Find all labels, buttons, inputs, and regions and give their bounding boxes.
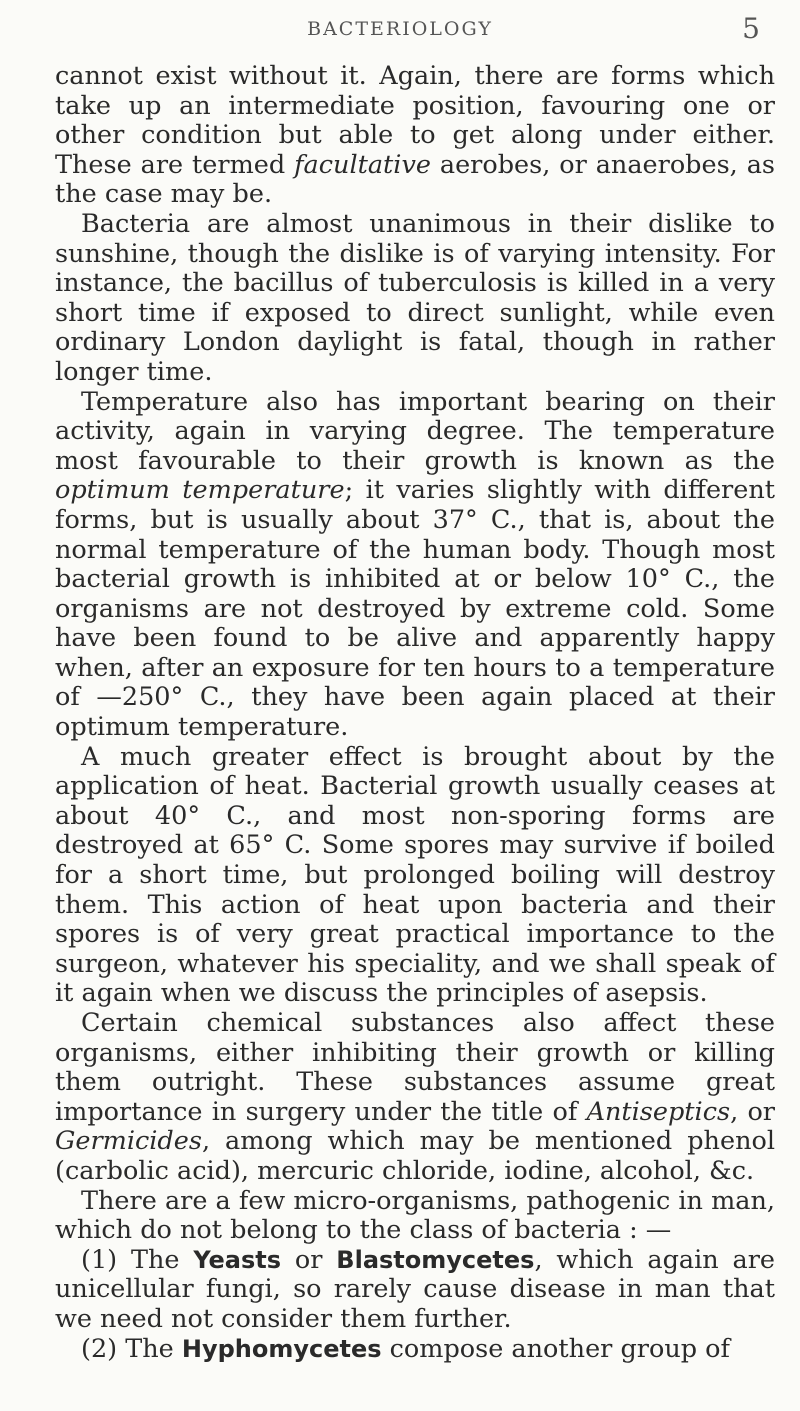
text-run: Certain chemical substances also affect these organisms, either inhibiting their growth or killing them outright. These substances assume great importance in surgery under the title of — [55, 1008, 775, 1127]
running-title: BACTERIOLOGY — [307, 18, 493, 40]
paragraph-facultative — [55, 62, 775, 210]
running-header — [0, 12, 800, 52]
italic-term: Antiseptics — [586, 1096, 731, 1127]
text-run: There are a few micro-organisms, pathogenic in man, which do not belong to the class of bacteria : — — [55, 1185, 775, 1246]
text-run: or — [281, 1244, 337, 1275]
text-run: aerobes, or anaerobes, as the case may be. — [55, 149, 776, 210]
text-run: compose another group of — [381, 1333, 730, 1364]
paragraph-other-organisms — [55, 1187, 775, 1246]
text-run: cannot exist without it. Again, there are forms which take up an intermediate position, favouring one or other condition but able to get along under either. These are termed — [55, 61, 775, 180]
text-run: ; it varies slightly with different forms, but is usually about 37° C., that is, about the normal temperature of the human body. Though most bacterial growth is inhibited at or below 10° C., the organisms are not destroyed by extreme cold. Some have been found to be alive and apparently happy when, after an exposure for ten hours to a temperature of —250° C., they have been again placed at their optimum temperature. — [55, 475, 775, 743]
italic-term: facultative — [294, 149, 431, 180]
italic-term: Germicides — [55, 1126, 202, 1157]
text-run: , among which may be mentioned phenol (carbolic acid), mercuric chloride, iodine, alcohol, &c. — [55, 1126, 775, 1186]
text-run: (2) The — [81, 1333, 182, 1364]
text-run: Temperature also has important bearing on their activity, again in varying degree. The temperature most favourable to their growth is known as the — [55, 386, 775, 476]
text-run: A much greater effect is brought about by the application of heat. Bacterial growth usually ceases at about 40° C., and most non-sporing forms are destroyed at 65° C. Some spores may survive if boiled for a short time, but prolonged boiling will destroy them. This action of heat upon bacteria and their spores is of very great practical importance to the surgeon, whatever his speciality, and we shall speak of it again when we discuss the principles of asepsis. — [55, 741, 775, 1009]
paragraph-yeasts — [55, 1246, 775, 1335]
text-run: , which again are unicellular fungi, so rarely cause disease in man that we need not consider them further. — [55, 1244, 776, 1334]
paragraph-chemicals — [55, 1009, 775, 1187]
page-number: 5 — [742, 12, 760, 45]
text-run: Bacteria are almost unanimous in their dislike to sunshine, though the dislike is of varying intensity. For instance, the bacillus of tuberculosis is killed in a very short time if exposed to direct sunlight, while even ordinary London daylight is fatal, though in rather longer time. — [55, 208, 775, 387]
bold-term: Hyphomycetes — [181, 1334, 382, 1363]
bold-term: Blastomycetes — [336, 1245, 535, 1274]
paragraph-heat — [55, 743, 775, 1009]
paragraph-temperature — [55, 388, 775, 743]
bold-term: Yeasts — [193, 1245, 282, 1274]
italic-term: optimum temperature — [55, 475, 345, 506]
text-run: , or — [730, 1096, 775, 1127]
paragraph-sunshine — [55, 210, 775, 388]
paragraph-hyphomycetes — [55, 1335, 775, 1365]
text-run: (1) The — [81, 1244, 194, 1275]
body-text — [55, 62, 775, 1364]
